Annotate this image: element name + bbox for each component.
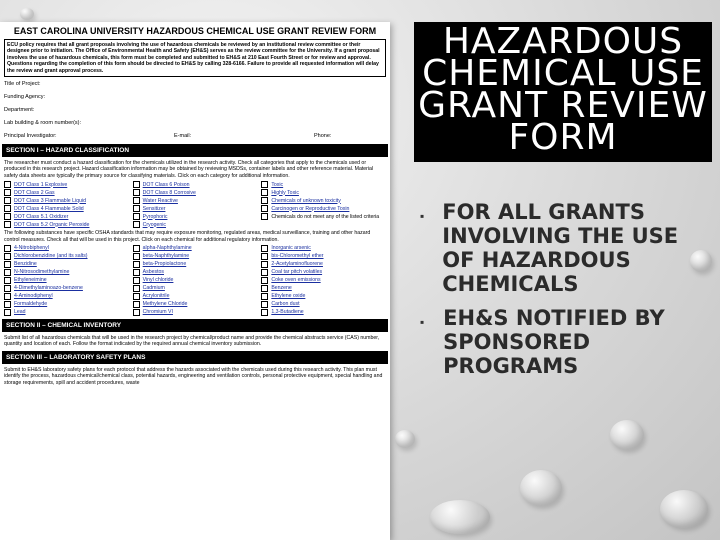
slide-title: HAZARDOUS CHEMICAL USE GRANT REVIEW FORM xyxy=(418,21,708,158)
bullet-item xyxy=(420,306,710,378)
phone-label: Phone: xyxy=(314,133,332,140)
field-title-of-project: Title of Project: xyxy=(4,81,41,88)
checkbox[interactable] xyxy=(133,197,140,204)
checkbox[interactable] xyxy=(261,213,268,220)
field-lab-building: Lab building & room number(s): xyxy=(4,120,82,127)
hazard-checkbox-item[interactable]: Chemicals of unknown toxicity xyxy=(261,197,386,204)
osha-chemical-label[interactable]: bis-Chloromethyl ether xyxy=(271,253,324,260)
osha-chemical-item[interactable] xyxy=(133,245,258,252)
checkbox[interactable] xyxy=(4,261,11,268)
water-droplet xyxy=(430,500,490,534)
email-label: E-mail: xyxy=(174,133,192,140)
checkbox[interactable] xyxy=(133,269,140,276)
osha-chemical-label[interactable]: Carbon dust xyxy=(271,301,300,308)
checkbox[interactable] xyxy=(4,213,11,220)
osha-chemical-item[interactable] xyxy=(261,253,386,260)
section1-text: The researcher must conduct a hazard classification for the chemicals utilized in the research activity. Check all categories that apply to the chemicals used or produced in this research project. Hazard classification information may be obtained by reviewing MSDSs, container labels and other reference material. Material safety data sheets are typically the primary source for classifying materials. Click on each category for additional information. xyxy=(4,160,374,179)
osha-chemical-label[interactable]: Ethylene oxide xyxy=(271,293,306,300)
osha-chemical-item[interactable] xyxy=(133,309,258,316)
osha-chemical-item[interactable] xyxy=(261,269,386,276)
osha-chemical-label[interactable]: 4-Nitrobiphenyl xyxy=(14,245,49,252)
checkbox[interactable] xyxy=(133,221,140,228)
osha-chemical-label[interactable]: Benzidine xyxy=(14,261,37,268)
checkbox[interactable] xyxy=(4,245,11,252)
checkbox[interactable] xyxy=(261,277,268,284)
osha-chemical-item[interactable] xyxy=(261,309,386,316)
osha-chemical-label[interactable]: Chromium VI xyxy=(142,309,173,316)
slide-title-box xyxy=(414,22,712,162)
osha-chemical-item[interactable] xyxy=(261,261,386,268)
hazard-checkbox-item[interactable]: Chemicals do not meet any of the listed criteria xyxy=(261,213,386,220)
checkbox[interactable] xyxy=(133,261,140,268)
osha-chemical-label[interactable]: 2-Acetylaminofluorene xyxy=(271,261,323,268)
osha-chemical-label[interactable]: Lead xyxy=(14,309,26,316)
osha-text: The following substances have specific OSHA standards that may require exposure monitoring, regulated areas, medical surveillance, training and other hazard control measures. Check all that will be used in this project. Click on each chemical for additional regulatory information. xyxy=(4,230,371,243)
checkbox[interactable] xyxy=(4,285,11,292)
checkbox[interactable] xyxy=(4,189,11,196)
hazard-empty-cell xyxy=(261,221,386,228)
osha-chemical-label[interactable]: Asbestos xyxy=(142,269,164,276)
water-droplet xyxy=(520,470,562,506)
osha-chemical-item[interactable] xyxy=(4,253,129,260)
checkbox[interactable] xyxy=(4,253,11,260)
checkbox[interactable] xyxy=(133,285,140,292)
water-droplet xyxy=(20,8,34,20)
osha-chemical-item[interactable] xyxy=(4,277,129,284)
osha-chemical-item[interactable] xyxy=(4,245,129,252)
osha-chemical-label[interactable]: Formaldehyde xyxy=(14,301,48,308)
hazard-checkbox-item[interactable]: DOT Class 6 Poison xyxy=(133,181,258,188)
checkbox[interactable] xyxy=(261,261,268,268)
osha-chemical-item[interactable] xyxy=(261,245,386,252)
osha-chemical-item[interactable] xyxy=(4,285,129,292)
checkbox[interactable] xyxy=(261,197,268,204)
osha-chemical-item[interactable] xyxy=(133,301,258,308)
osha-chemical-label[interactable]: beta-Naphthylamine xyxy=(142,253,190,260)
hazard-checkbox-item[interactable]: Highly Toxic xyxy=(261,189,386,196)
field-department: Department: xyxy=(4,107,35,114)
osha-chemical-label[interactable]: 4-Dimethylaminoazo-benzene xyxy=(14,285,83,292)
osha-chemical-item[interactable] xyxy=(133,293,258,300)
osha-chemical-item[interactable] xyxy=(4,293,129,300)
checkbox[interactable] xyxy=(133,213,140,220)
checkbox[interactable] xyxy=(261,293,268,300)
hazard-checkbox-item[interactable]: DOT Class 5.1 Oxidizer xyxy=(4,213,129,220)
hazard-checkbox-item[interactable]: Sensitizer xyxy=(133,205,258,212)
section1-heading: SECTION I – HAZARD CLASSIFICATION xyxy=(2,144,388,157)
osha-chemical-item[interactable] xyxy=(261,301,386,308)
checkbox[interactable] xyxy=(133,253,140,260)
osha-chemical-item[interactable] xyxy=(4,309,129,316)
osha-chemical-item[interactable] xyxy=(133,277,258,284)
grant-review-form-document xyxy=(0,22,390,540)
hazard-checkbox-item[interactable]: Water Reactive xyxy=(133,197,258,204)
section3-heading: SECTION III – LABORATORY SAFETY PLANS xyxy=(2,351,388,364)
checkbox[interactable] xyxy=(4,197,11,204)
osha-chemical-label[interactable]: Coke oven emissions xyxy=(271,277,321,284)
water-droplet xyxy=(660,490,708,528)
osha-chemical-label[interactable]: Acrylonitrile xyxy=(142,293,170,300)
checkbox[interactable] xyxy=(261,309,268,316)
hazard-checkbox-item[interactable]: DOT Class 1 Explosive xyxy=(4,181,129,188)
field-funding-agency: Funding Agency: xyxy=(4,94,45,101)
checkbox[interactable] xyxy=(133,245,140,252)
hazard-checkbox-item[interactable]: DOT Class 2 Gas xyxy=(4,189,129,196)
osha-chemical-item[interactable] xyxy=(261,293,386,300)
checkbox[interactable] xyxy=(261,269,268,276)
osha-chemical-label[interactable]: N-Nitrosodimethylamine xyxy=(14,269,70,276)
osha-chemical-item[interactable] xyxy=(4,301,129,308)
checkbox[interactable] xyxy=(133,309,140,316)
osha-chemical-label[interactable]: Benzene xyxy=(271,285,292,292)
hazard-checkbox-item[interactable]: DOT Class 4 Flammable Solid xyxy=(4,205,129,212)
osha-chemical-item[interactable] xyxy=(4,261,129,268)
bullet-list xyxy=(420,200,710,388)
checkbox[interactable] xyxy=(261,205,268,212)
bullet-item xyxy=(420,200,710,296)
checkbox[interactable] xyxy=(261,245,268,252)
osha-chemical-label[interactable]: Ethyleneimine xyxy=(14,277,47,284)
osha-chemical-label[interactable]: Dichlorobenzidine (and its salts) xyxy=(14,253,88,260)
water-droplet xyxy=(610,420,644,450)
checkbox[interactable] xyxy=(4,309,11,316)
osha-chemical-label[interactable]: 4-Aminodiphenyl xyxy=(14,293,53,300)
pi-label: Principal Investigator: xyxy=(4,133,57,140)
checkbox[interactable] xyxy=(133,293,140,300)
osha-chemical-item[interactable] xyxy=(4,269,129,276)
osha-chemical-item[interactable] xyxy=(133,285,258,292)
osha-chemical-label[interactable]: Inorganic arsenic xyxy=(271,245,311,252)
checkbox[interactable] xyxy=(4,301,11,308)
hazard-checkbox-item[interactable]: Toxic xyxy=(261,181,386,188)
square-bullet-icon: ▪ xyxy=(420,209,425,223)
osha-chemical-checklist xyxy=(4,245,386,316)
checkbox[interactable] xyxy=(4,277,11,284)
principal-investigator-row xyxy=(4,131,386,141)
bullet-text: FOR ALL GRANTS INVOLVING THE USE OF HAZARDOUS CHEMICALS xyxy=(442,200,679,296)
hazard-checkbox-item[interactable]: Carcinogen or Reproductive Toxin xyxy=(261,205,386,212)
checkbox[interactable] xyxy=(133,277,140,284)
checkbox[interactable] xyxy=(133,205,140,212)
checkbox[interactable] xyxy=(261,301,268,308)
hazard-checkbox-item[interactable]: Pyrophoric xyxy=(133,213,258,220)
checkbox[interactable] xyxy=(261,189,268,196)
osha-chemical-item[interactable] xyxy=(261,285,386,292)
osha-chemical-label[interactable]: Methylene Chloride xyxy=(142,301,188,308)
checkbox[interactable] xyxy=(4,205,11,212)
hazard-checkbox-item[interactable]: DOT Class 5.2 Organic Peroxide xyxy=(4,221,129,228)
osha-chemical-label[interactable]: alpha-Naphthylamine xyxy=(142,245,192,252)
osha-chemical-item[interactable] xyxy=(133,269,258,276)
checkbox[interactable] xyxy=(4,269,11,276)
hazard-checkbox-item[interactable]: DOT Class 3 Flammable Liquid xyxy=(4,197,129,204)
checkbox[interactable] xyxy=(133,189,140,196)
checkbox[interactable] xyxy=(133,301,140,308)
policy-paragraph: ECU policy requires that all grant proposals involving the use of hazardous chemicals be reviewed by an institutional review committee or their designee prior to initiation. The Office of Environmental Health and Safety (EH&S) serves as the review committee for the University. If a grant proposal involves the use of hazardous chemicals, this form must be completed and submitted to EH&S at 210 East Fourth Street or for review and approval. Questions regarding the completion of this form should be directed to EH&S by calling 328-6166. Failure to provide all requested information will delay the review and grant approval process. xyxy=(4,39,386,77)
hazard-checkbox-item[interactable]: DOT Class 8 Corrosive xyxy=(133,189,258,196)
osha-chemical-label[interactable]: Vinyl chloride xyxy=(142,277,174,284)
section2-text: Submit list of all hazardous chemicals that will be used in the research project by chemical/product name and provide the chemical abstracts service (CAS) number, quantity and location of each. Follow the format indicated by the required annual chemical inventory submission. xyxy=(4,335,380,348)
checkbox[interactable] xyxy=(4,293,11,300)
bullet-text: EH&S NOTIFIED BY SPONSORED PROGRAMS xyxy=(443,306,665,378)
osha-chemical-label[interactable]: Coal tar pitch volatiles xyxy=(271,269,323,276)
checkbox[interactable] xyxy=(261,181,268,188)
osha-chemical-item[interactable] xyxy=(133,261,258,268)
checkbox[interactable] xyxy=(4,181,11,188)
section3-text: Submit to EH&S laboratory safety plans for each protocol that address the hazards associated with the chemicals used during this research activity. This plan must identify the process, hazardous chemical/chemical class, potential hazards, engineering and ventilation controls, personal protective equipment, special handling and storage requirements, spill and accident procedures, waste xyxy=(4,366,383,386)
hazard-class-checklist xyxy=(4,181,386,228)
checkbox[interactable] xyxy=(133,181,140,188)
hazard-checkbox-item[interactable]: Cryogenic xyxy=(133,221,258,228)
osha-chemical-label[interactable]: Cadmium xyxy=(142,285,165,292)
document-title: EAST CAROLINA UNIVERSITY HAZARDOUS CHEMICAL USE GRANT REVIEW FORM xyxy=(13,26,377,36)
osha-chemical-item[interactable] xyxy=(133,253,258,260)
checkbox[interactable] xyxy=(261,253,268,260)
osha-chemical-label[interactable]: beta-Propiolactone xyxy=(142,261,187,268)
osha-chemical-item[interactable] xyxy=(261,277,386,284)
water-droplet xyxy=(395,430,415,448)
square-bullet-icon: ▪ xyxy=(420,315,425,329)
checkbox[interactable] xyxy=(4,221,11,228)
checkbox[interactable] xyxy=(261,285,268,292)
osha-chemical-label[interactable]: 1,3-Butadiene xyxy=(271,309,304,316)
section2-heading: SECTION II – CHEMICAL INVENTORY xyxy=(2,319,388,332)
